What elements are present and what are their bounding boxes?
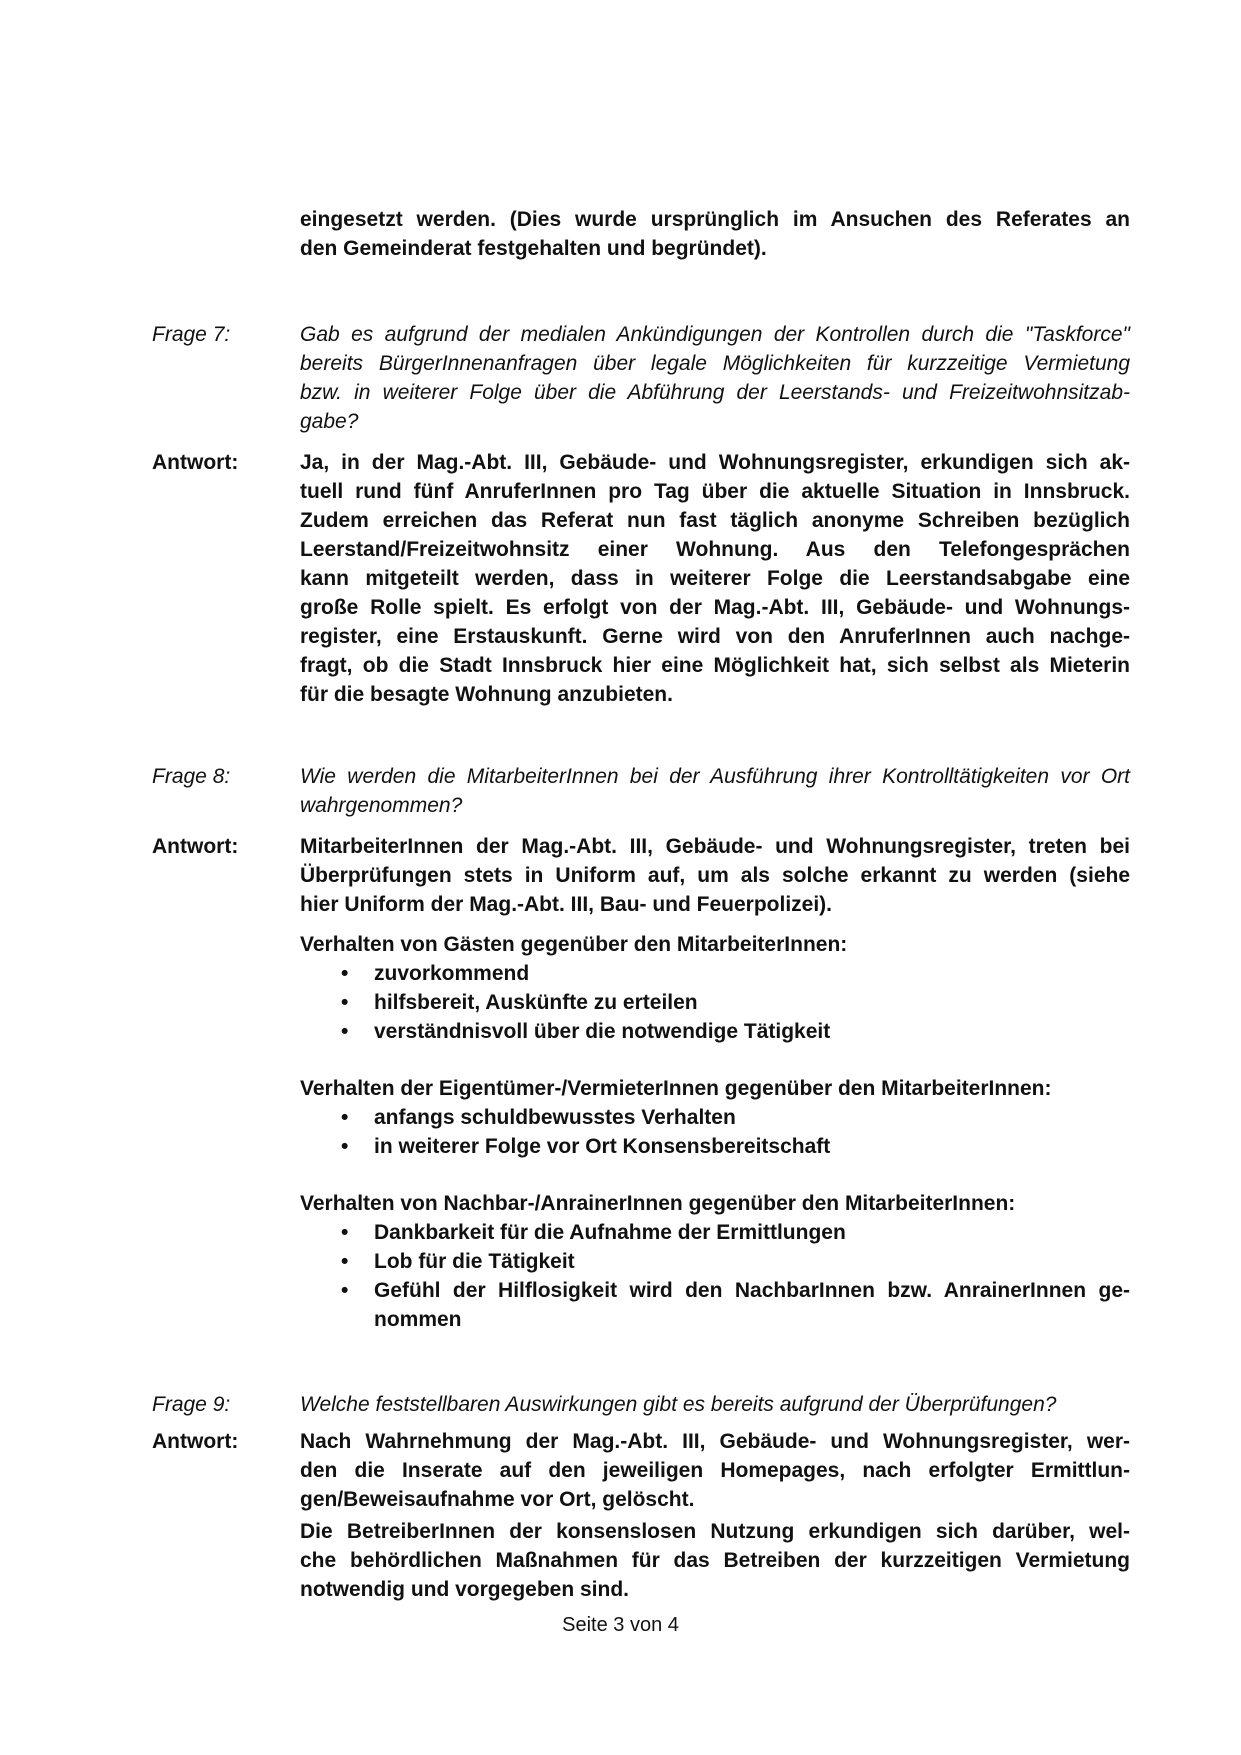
text-line: notwendig und vorgegeben sind.	[300, 1578, 629, 1601]
text-line: Ja, in der Mag.-Abt. III, Gebäude- und Wohnungsregister, erkundigen sich ak-	[300, 451, 1130, 474]
text-line: gen/Beweisaufnahme vor Ort, gelöscht.	[300, 1488, 695, 1511]
list-item: • anfangs schuldbewusstes Verhalten	[300, 1103, 1130, 1132]
guests-heading: Verhalten von Gästen gegenüber den MitarbeiterInnen:	[300, 933, 848, 956]
list-item: • zuvorkommend	[300, 959, 1130, 988]
answer-8-label: Antwort:	[152, 835, 239, 858]
text-line: hier Uniform der Mag.-Abt. III, Bau- und Feuerpolizei).	[300, 893, 833, 916]
guests-list	[300, 959, 1130, 1046]
text-line: Leerstand/Freizeitwohnsitz einer Wohnung. Aus den Telefongesprächen	[300, 538, 1130, 561]
answer-7-label: Antwort:	[152, 451, 239, 474]
text-line: den Gemeinderat festgehalten und begründet).	[300, 237, 767, 260]
text-line: bzw. in weiterer Folge über die Abführung der Leerstands- und Freizeitwohnsitzab-	[300, 381, 1130, 404]
bullet-icon: •	[341, 991, 349, 1014]
text-line: nommen	[374, 1308, 462, 1331]
answer-9-paragraph-1	[300, 1427, 1130, 1514]
text-line: eingesetzt werden. (Dies wurde ursprünglich im Ansuchen des Referates an	[300, 208, 1130, 231]
bullet-icon: •	[341, 1250, 349, 1273]
text-line: Überprüfungen stets in Uniform auf, um als solche erkannt zu werden (siehe	[300, 864, 1130, 887]
bullet-icon: •	[341, 1020, 349, 1043]
text-line: den die Inserate auf den jeweiligen Homepages, nach erfolgter Ermittlun-	[300, 1459, 1130, 1482]
text-line: Gefühl der Hilflosigkeit wird den NachbarInnen bzw. AnrainerInnen ge-	[374, 1279, 1130, 1302]
answer-9-paragraph-2	[300, 1517, 1130, 1604]
text-line: tuell rund fünf AnruferInnen pro Tag über die aktuelle Situation in Innsbruck.	[300, 480, 1130, 503]
text-line: Die BetreiberInnen der konsenslosen Nutzung erkundigen sich darüber, wel-	[300, 1520, 1130, 1543]
text-line: che behördlichen Maßnahmen für das Betreiben der kurzzeitigen Vermietung	[300, 1549, 1130, 1572]
bullet-icon: •	[341, 1135, 349, 1158]
list-item: • hilfsbereit, Auskünfte zu erteilen	[300, 988, 1130, 1017]
bullet-icon: •	[341, 1279, 349, 1302]
text-line: Nach Wahrnehmung der Mag.-Abt. III, Gebäude- und Wohnungsregister, wer-	[300, 1430, 1130, 1453]
answer-7-text	[300, 448, 1130, 709]
bullet-icon: •	[341, 962, 349, 985]
bullet-icon: •	[341, 1106, 349, 1129]
list-item	[300, 1276, 1130, 1334]
list-item: • in weiterer Folge vor Ort Konsensbereitschaft	[300, 1132, 1130, 1161]
text-line: Gab es aufgrund der medialen Ankündigungen der Kontrollen durch die "Taskforce"	[300, 323, 1130, 346]
text-line: Wie werden die MitarbeiterInnen bei der Ausführung ihrer Kontrolltätigkeiten vor Ort	[300, 765, 1130, 788]
list-item: • verständnisvoll über die notwendige Tätigkeit	[300, 1017, 1130, 1046]
list-item: • Lob für die Tätigkeit	[300, 1247, 1130, 1276]
text-line: register, eine Erstauskunft. Gerne wird von den AnruferInnen auch nachge-	[300, 625, 1130, 648]
text-line: wahrgenommen?	[300, 794, 463, 817]
text-line: große Rolle spielt. Es erfolgt von der Mag.-Abt. III, Gebäude- und Wohnungs-	[300, 596, 1130, 619]
text-line: Welche feststellbaren Auswirkungen gibt es bereits aufgrund der Überprüfungen?	[300, 1393, 1057, 1416]
question-7-label: Frage 7:	[152, 323, 231, 346]
page-number: Seite 3 von 4	[562, 1614, 679, 1636]
question-9-label: Frage 9:	[152, 1393, 231, 1416]
answer-9-label: Antwort:	[152, 1430, 239, 1453]
intro-paragraph	[300, 205, 1130, 263]
text-line: Zudem erreichen das Referat nun fast täglich anonyme Schreiben bezüglich	[300, 509, 1130, 532]
list-item: • Dankbarkeit für die Aufnahme der Ermittlungen	[300, 1218, 1130, 1247]
bullet-icon: •	[341, 1221, 349, 1244]
neighbors-list	[300, 1218, 1130, 1334]
text-line: fragt, ob die Stadt Innsbruck hier eine Möglichkeit hat, sich selbst als Mieterin	[300, 654, 1130, 677]
text-line: gabe?	[300, 410, 359, 433]
question-7-text	[300, 320, 1130, 436]
question-8-text	[300, 762, 1130, 820]
question-8-label: Frage 8:	[152, 765, 231, 788]
answer-8-text	[300, 832, 1130, 919]
text-line: MitarbeiterInnen der Mag.-Abt. III, Gebäude- und Wohnungsregister, treten bei	[300, 835, 1130, 858]
text-line: für die besagte Wohnung anzubieten.	[300, 683, 673, 706]
question-9-text	[300, 1390, 1130, 1419]
owners-list	[300, 1103, 1130, 1161]
text-line: kann mitgeteilt werden, dass in weiterer Folge die Leerstandsabgabe eine	[300, 567, 1130, 590]
text-line: bereits BürgerInnenanfragen über legale Möglichkeiten für kurzzeitige Vermietung	[300, 352, 1130, 375]
neighbors-heading: Verhalten von Nachbar-/AnrainerInnen gegenüber den MitarbeiterInnen:	[300, 1192, 1016, 1215]
owners-heading: Verhalten der Eigentümer-/VermieterInnen gegenüber den MitarbeiterInnen:	[300, 1077, 1052, 1100]
